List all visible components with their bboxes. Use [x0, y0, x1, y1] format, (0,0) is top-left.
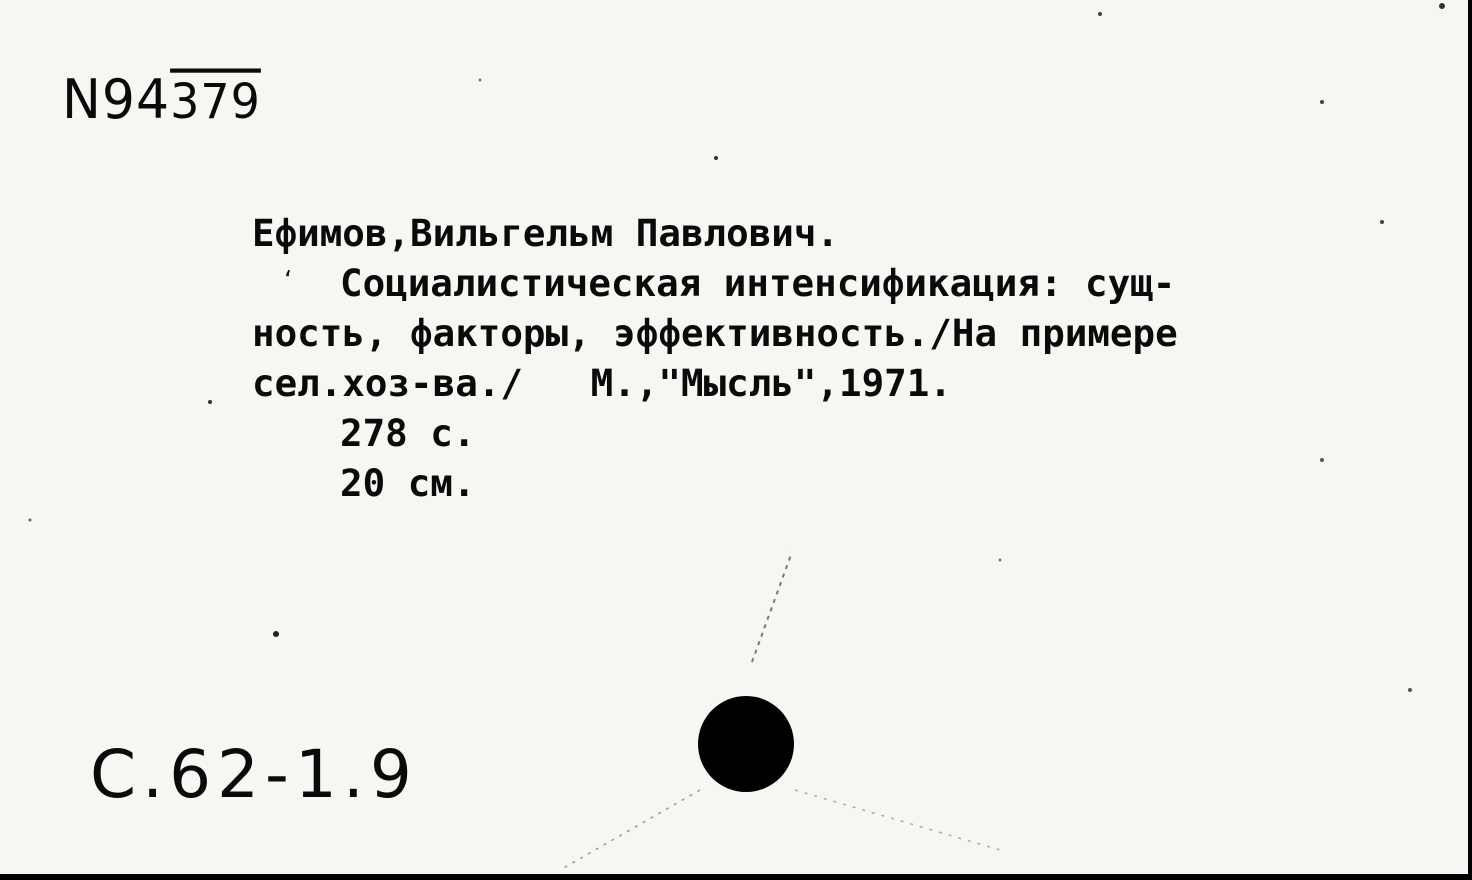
title-line-1: Социалистическая интенсификация: сущ-: [340, 261, 1176, 305]
size-line: 20 см.: [340, 461, 476, 505]
call-number-top: [62, 69, 261, 132]
call-number-bottom: C.62-1.9: [90, 736, 418, 813]
title-line-2: ность, факторы, эффективность./На примере: [252, 311, 1178, 355]
author-line: Ефимов,Вильгельм Павлович.: [252, 211, 839, 255]
title-line-3: сел.хоз-ва./ М.,"Мысль",1971.: [252, 361, 952, 405]
stray-mark: ‘: [284, 266, 293, 296]
call-number-top-main: N94: [62, 68, 171, 132]
call-number-top-sub: 379: [170, 72, 261, 130]
pages-line: 278 с.: [340, 411, 476, 455]
punch-hole: [698, 696, 794, 792]
